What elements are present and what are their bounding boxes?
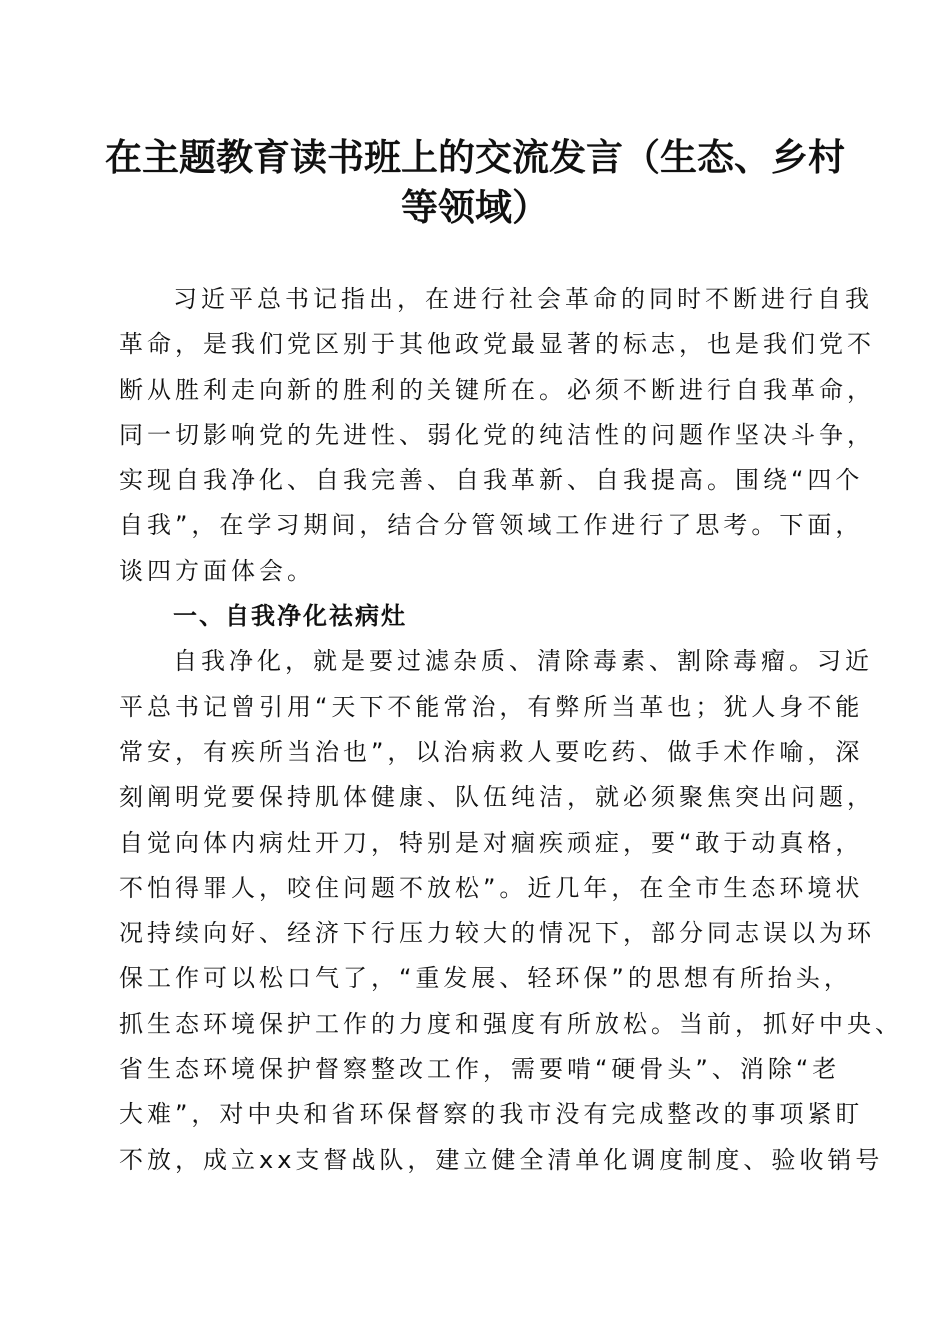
paragraph-line: 大难”，对中央和省环保督察的我市没有完成整改的事项紧盯: [119, 1100, 864, 1129]
paragraph-intro: [119, 277, 875, 594]
title-line-2: 等领域）: [401, 185, 549, 229]
paragraph-line: 保工作可以松口气了，“重发展、轻环保”的思想有所抬头，: [119, 964, 852, 993]
paragraph-line: 自觉向体内病灶开刀，特别是对痼疾顽症，要“敢于动真格，: [119, 828, 864, 857]
paragraph-line: 不怕得罪人，咬住问题不放松”。近几年，在全市生态环境状: [119, 873, 864, 902]
paragraph-line: 自我净化，就是要过滤杂质、清除毒素、割除毒瘤。习近: [173, 647, 873, 676]
section-heading: 一、自我净化祛病灶: [173, 602, 407, 631]
paragraph-line: 实现自我净化、自我完善、自我革新、自我提高。围绕“四个: [119, 466, 864, 495]
paragraph-line: 抓生态环境保护工作的力度和强度有所放松。当前，抓好中央、: [119, 1009, 903, 1038]
paragraph-line: 常安，有疾所当治也”，以治病救人要吃药、做手术作喻，深: [119, 737, 864, 766]
paragraph-line: 况持续向好、经济下行压力较大的情况下，部分同志误以为环: [119, 919, 875, 948]
paragraph-line: 同一切影响党的先进性、弱化党的纯洁性的问题作坚决斗争，: [119, 420, 875, 449]
document-body: [119, 277, 903, 1183]
paragraph-line: 习近平总书记指出，在进行社会革命的同时不断进行自我: [173, 285, 873, 313]
title-line-1: 在主题教育读书班上的交流发言（生态、乡村: [105, 135, 845, 179]
paragraph-line: 自我”，在学习期间，结合分管领域工作进行了思考。下面，: [119, 511, 864, 540]
paragraph-line: 谈四方面体会。: [119, 556, 315, 585]
paragraph-self-purification: [119, 639, 903, 1183]
paragraph-line: 革命，是我们党区别于其他政党最显著的标志，也是我们党不: [119, 330, 875, 359]
paragraph-line: 平总书记曾引用“天下不能常治，有弊所当革也；犹人身不能: [119, 692, 864, 721]
paragraph-line: 不放，成立xx支督战队，建立健全清单化调度制度、验收销号: [119, 1145, 884, 1174]
document-title: [100, 132, 850, 232]
paragraph-line: 省生态环境保护督察整改工作，需要啃“硬骨头”、消除“老: [119, 1055, 841, 1084]
paragraph-line: 刻阐明党要保持肌体健康、队伍纯洁，就必须聚焦突出问题，: [119, 783, 875, 812]
paragraph-line: 断从胜利走向新的胜利的关键所在。必须不断进行自我革命，: [119, 375, 875, 404]
